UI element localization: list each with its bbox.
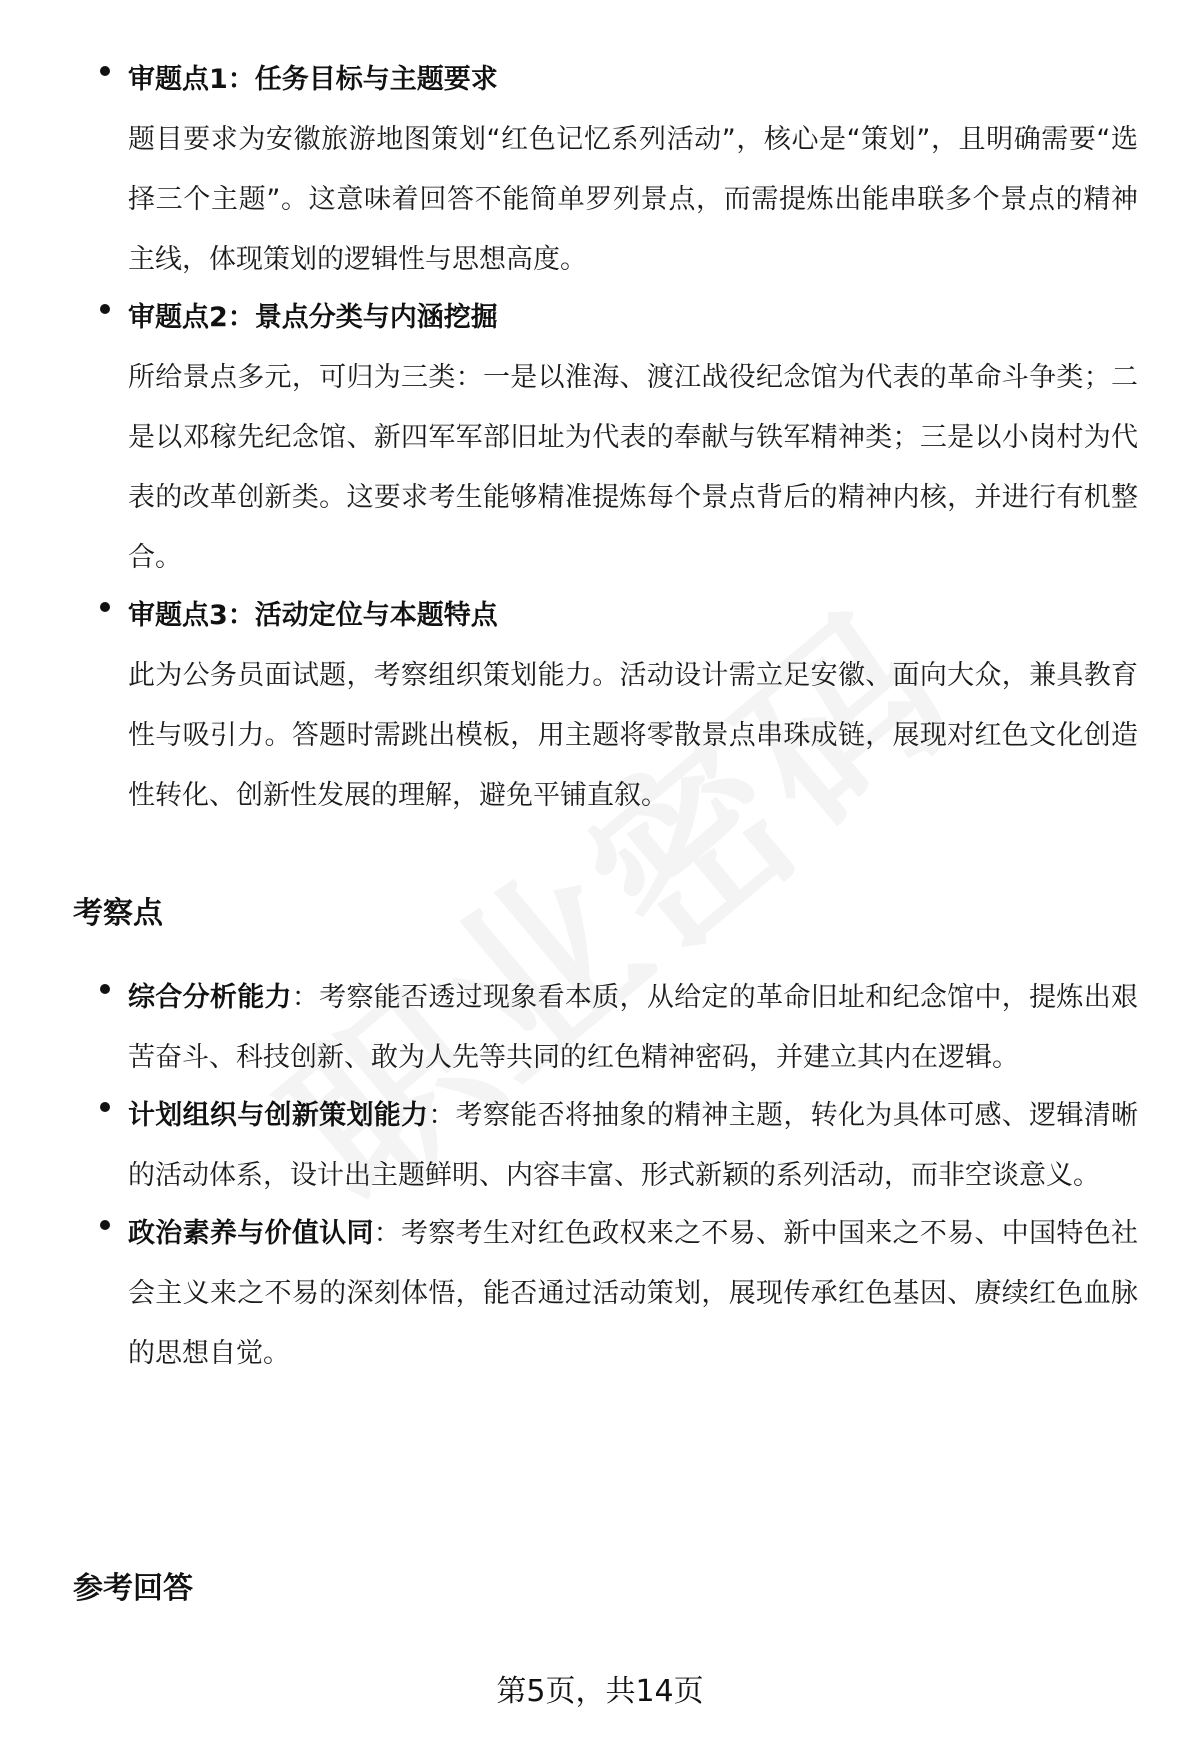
bullet-icon — [100, 1220, 110, 1230]
assessment-point-lead: 综合分析能力 — [128, 982, 292, 1013]
review-points-list — [96, 66, 1146, 840]
list-item — [96, 1086, 1146, 1206]
assessment-point-text — [128, 1204, 1138, 1384]
bullet-icon — [100, 304, 110, 314]
assessment-point-body: ：考察能否将抽象的精神主题，转化为具体可感、逻辑清晰的活动体系，设计出主题鲜明、内容丰富、形式新颖的系列活动，而非空谈意义。 — [128, 1100, 1139, 1191]
review-point-title: 审题点1：任务目标与主题要求 — [128, 64, 498, 95]
list-item — [96, 586, 1146, 826]
list-item — [96, 1204, 1146, 1384]
bullet-icon — [100, 1102, 110, 1112]
review-point-title: 审题点2：景点分类与内涵挖掘 — [128, 302, 498, 333]
review-point-title: 审题点3：活动定位与本题特点 — [128, 600, 498, 631]
assessment-point-lead: 计划组织与创新策划能力 — [128, 1100, 429, 1131]
assessment-point-text — [128, 968, 1138, 1088]
assessment-point-lead: 政治素养与价值认同 — [128, 1218, 374, 1249]
section-heading-kaocha: 考察点 — [73, 896, 163, 931]
page-number-footer: 第5页，共14页 — [496, 1674, 704, 1709]
bullet-icon — [100, 984, 110, 994]
bullet-icon — [100, 602, 110, 612]
list-item — [96, 50, 1146, 290]
assessment-point-body: ：考察能否透过现象看本质，从给定的革命旧址和纪念馆中，提炼出艰苦奋斗、科技创新、敢为人先等共同的红色精神密码，并建立其内在逻辑。 — [128, 982, 1139, 1073]
assessment-points-list — [96, 984, 1146, 1398]
review-point-body: 此为公务员面试题，考察组织策划能力。活动设计需立足安徽、面向大众，兼具教育性与吸引力。答题时需跳出模板，用主题将零散景点串珠成链，展现对红色文化创造性转化、创新性发展的理解，避免平铺直叙。 — [128, 660, 1138, 811]
review-point-body: 题目要求为安徽旅游地图策划“红色记忆系列活动”，核心是“策划”，且明确需要“选择三个主题”。这意味着回答不能简单罗列景点，而需提炼出能串联多个景点的精神主线，体现策划的逻辑性与思想高度。 — [128, 124, 1138, 275]
review-point-body: 所给景点多元，可归为三类：一是以淮海、渡江战役纪念馆为代表的革命斗争类；二是以邓稼先纪念馆、新四军军部旧址为代表的奉献与铁军精神类；三是以小岗村为代表的改革创新类。这要求考生能够精准提炼每个景点背后的精神内核，并进行有机整合。 — [128, 362, 1138, 573]
section-heading-reference: 参考回答 — [73, 1571, 193, 1606]
assessment-point-text — [128, 1086, 1138, 1206]
bullet-icon — [100, 66, 110, 76]
list-item — [96, 968, 1146, 1088]
assessment-point-body: ：考察考生对红色政权来之不易、新中国来之不易、中国特色社会主义来之不易的深刻体悟，能否通过活动策划，展现传承红色基因、赓续红色血脉的思想自觉。 — [128, 1218, 1138, 1369]
list-item — [96, 288, 1146, 588]
